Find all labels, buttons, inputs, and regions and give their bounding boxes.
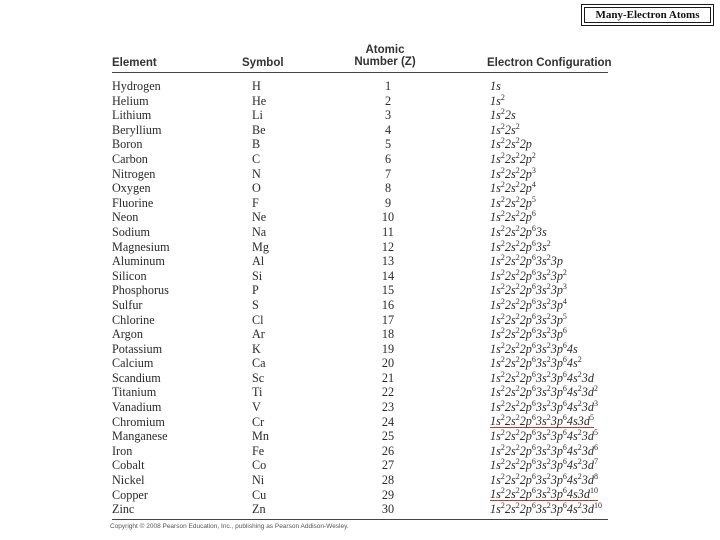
atomic-number: 10 — [381, 210, 395, 225]
electron-configuration: $1s^22s^22p^63s^23p^64s^2$ — [490, 355, 582, 371]
electron-configuration: $1s^22s^22p^4$ — [490, 180, 536, 196]
element-name: Potassium — [112, 341, 163, 356]
electron-configuration: $1s^22s^22p^63s^23p^64s^23d$ — [490, 369, 594, 385]
table-row — [0, 181, 720, 196]
atomic-number: 29 — [381, 487, 395, 502]
atomic-number: 28 — [381, 473, 395, 488]
element-name: Boron — [112, 137, 143, 152]
table-row — [0, 385, 720, 400]
element-symbol: Ne — [252, 210, 267, 225]
table-row — [0, 210, 720, 225]
atomic-number: 17 — [381, 312, 395, 327]
table-row — [0, 400, 720, 415]
element-name: Nitrogen — [112, 166, 156, 181]
electron-configuration: $1s^22s^22p^63s^23p^64s^23d^3$ — [490, 399, 598, 415]
element-symbol: He — [252, 93, 267, 108]
atomic-number: 26 — [381, 443, 395, 458]
electron-configuration: $1s^22s^22p$ — [490, 136, 532, 152]
table-top-rule — [112, 72, 608, 73]
element-name: Carbon — [112, 151, 148, 166]
element-name: Neon — [112, 210, 139, 225]
electron-configuration: $1s^22s^22p^6$ — [490, 209, 536, 225]
table-row — [0, 94, 720, 109]
atomic-number: 4 — [384, 122, 392, 137]
element-symbol: B — [252, 137, 261, 152]
element-name: Sulfur — [112, 297, 143, 312]
atomic-number: 19 — [381, 341, 395, 356]
element-name: Zinc — [112, 502, 135, 517]
element-name: Oxygen — [112, 181, 151, 196]
atomic-number: 21 — [381, 370, 395, 385]
element-symbol: Cl — [252, 312, 264, 327]
atomic-number: 18 — [381, 327, 395, 342]
element-symbol: Co — [252, 458, 267, 473]
table-row — [0, 371, 720, 386]
element-symbol: P — [252, 283, 259, 298]
electron-configuration: $1s^22s^22p^63s^23p^2$ — [490, 267, 567, 283]
table-row — [0, 444, 720, 459]
atomic-number: 30 — [381, 502, 395, 517]
element-name: Vanadium — [112, 400, 162, 415]
electron-configuration: $1s^22s^22p^63s^2$ — [490, 238, 551, 254]
element-symbol: Ni — [252, 473, 265, 488]
table-row — [0, 313, 720, 328]
element-name: Beryllium — [112, 122, 162, 137]
atomic-number: 12 — [381, 239, 395, 254]
table-row — [0, 254, 720, 269]
header-atomic-line2: Number (Z) — [354, 56, 416, 68]
atomic-number: 25 — [381, 429, 395, 444]
electron-configuration: $1s^2$ — [490, 92, 505, 108]
atomic-number: 22 — [381, 385, 395, 400]
atomic-number: 23 — [381, 400, 395, 415]
element-symbol: F — [252, 195, 259, 210]
electron-configuration: $1s^22s^22p^3$ — [490, 165, 536, 181]
atomic-number: 1 — [384, 79, 392, 93]
table-row — [0, 152, 720, 167]
atomic-number: 16 — [381, 297, 395, 312]
electron-configuration: $1s^22s^22p^5$ — [490, 194, 536, 210]
element-name: Cobalt — [112, 458, 145, 473]
element-name: Lithium — [112, 108, 152, 123]
element-name: Titanium — [112, 385, 157, 400]
atomic-number: 2 — [384, 93, 392, 108]
table-row — [0, 79, 720, 94]
header-atomic-number — [330, 44, 440, 68]
element-name: Nickel — [112, 473, 145, 488]
element-name: Chlorine — [112, 312, 155, 327]
electron-configuration: $1s^22s^22p^63s^23p^6$ — [490, 326, 567, 342]
element-symbol: Mn — [252, 429, 269, 444]
table-row — [0, 502, 720, 517]
element-symbol: Si — [252, 268, 263, 283]
atomic-number: 7 — [384, 166, 392, 181]
table-row — [0, 342, 720, 357]
electron-configuration: $1s^22s^22p^2$ — [490, 150, 536, 166]
element-name: Manganese — [112, 429, 168, 444]
electron-configuration: $1s^22s^22p^63s^23p^4$ — [490, 296, 567, 312]
element-name: Scandium — [112, 370, 161, 385]
table-row — [0, 412, 720, 430]
atomic-number: 15 — [381, 283, 395, 298]
element-symbol: H — [252, 79, 261, 93]
element-name: Iron — [112, 443, 133, 458]
element-name: Copper — [112, 487, 148, 502]
table-row — [0, 137, 720, 152]
electron-configuration: $1s^22s^22p^63s^23p^64s3d^5$ — [490, 412, 594, 428]
element-table — [0, 79, 720, 517]
element-symbol: Zn — [252, 502, 266, 517]
atomic-number: 24 — [381, 414, 395, 429]
header-element: Element — [112, 57, 157, 69]
element-name: Argon — [112, 327, 143, 342]
electron-configuration: $1s^22s^22p^63s^23p^64s^23d^2$ — [490, 384, 598, 400]
element-symbol: Be — [252, 122, 266, 137]
element-symbol: Cu — [252, 487, 267, 502]
table-row — [0, 196, 720, 211]
element-symbol: N — [252, 166, 261, 181]
element-symbol: Ti — [252, 385, 263, 400]
table-row — [0, 269, 720, 284]
table-row — [0, 298, 720, 313]
copyright-notice: Copyright © 2008 Pearson Education, Inc., publishing as Pearson Addison-Wesley. — [110, 523, 349, 530]
element-name: Phosphorus — [112, 283, 169, 298]
element-symbol: Li — [252, 108, 263, 123]
element-symbol: O — [252, 181, 261, 196]
table-row — [0, 458, 720, 473]
element-symbol: Cr — [252, 414, 265, 429]
atomic-number: 14 — [381, 268, 395, 283]
atomic-number: 13 — [381, 254, 395, 269]
atomic-number: 27 — [381, 458, 395, 473]
electron-configuration: $1s^22s^22p^63s^23p^64s^23d^8$ — [490, 471, 598, 488]
table-row — [0, 327, 720, 342]
table-row — [0, 167, 720, 182]
table-row — [0, 240, 720, 255]
atomic-number: 5 — [384, 137, 392, 152]
header-atomic-line1: Atomic — [365, 44, 405, 56]
electron-configuration: $1s^22s^22p^63s^23p^64s^23d^5$ — [490, 428, 598, 444]
header-electron-configuration: Electron Configuration — [487, 57, 612, 69]
atomic-number: 20 — [381, 356, 395, 371]
electron-configuration: $1s^22s^22p^63s^23p^64s$ — [490, 340, 578, 356]
element-name: Fluorine — [112, 195, 154, 210]
element-name: Sodium — [112, 224, 150, 239]
electron-configuration: $1s^22s^22p^63s^23p^64s^23d^{10}$ — [490, 501, 602, 517]
table-row — [0, 108, 720, 123]
element-symbol: C — [252, 151, 261, 166]
element-name: Chromium — [112, 414, 165, 429]
atomic-number: 9 — [384, 195, 392, 210]
table-row — [0, 283, 720, 298]
element-name: Silicon — [112, 268, 147, 283]
element-name: Hydrogen — [112, 79, 161, 93]
table-row — [0, 225, 720, 240]
electron-configuration: $1s^22s^22p^63s^23p^64s^23d^7$ — [490, 457, 598, 473]
slide-title: Many-Electron Atoms — [581, 4, 714, 26]
table-row — [0, 356, 720, 371]
electron-configuration: 1s — [490, 79, 501, 93]
element-symbol: Ca — [252, 356, 266, 371]
element-symbol: V — [252, 400, 261, 415]
element-name: Calcium — [112, 356, 154, 371]
table-row — [0, 429, 720, 444]
table-row — [0, 485, 720, 503]
element-name: Helium — [112, 93, 149, 108]
table-row — [0, 123, 720, 138]
atomic-number: 3 — [384, 108, 392, 123]
electron-configuration: $1s^22s^2$ — [490, 121, 520, 137]
element-symbol: Sc — [252, 370, 265, 385]
element-name: Magnesium — [112, 239, 170, 254]
electron-configuration: $1s^22s^22p^63s^23p^5$ — [490, 311, 567, 327]
element-symbol: Na — [252, 224, 267, 239]
electron-configuration: $1s^22s^22p^63s$ — [490, 223, 547, 239]
element-symbol: Al — [252, 254, 265, 269]
electron-configuration: $1s^22s^22p^63s^23p^64s3d^{10}$ — [490, 485, 598, 501]
element-symbol: S — [252, 297, 259, 312]
atomic-number: 11 — [382, 224, 394, 239]
element-symbol: Ar — [252, 327, 265, 342]
header-symbol: Symbol — [242, 57, 284, 69]
electron-configuration: $1s^22s^22p^63s^23p^64s^23d^6$ — [490, 442, 598, 458]
electron-configuration: $1s^22s^22p^63s^23p$ — [490, 253, 563, 269]
element-name: Aluminum — [112, 254, 165, 269]
element-symbol: K — [252, 341, 261, 356]
table-bottom-rule — [112, 519, 608, 520]
table-row — [0, 473, 720, 488]
electron-configuration: $1s^22s$ — [490, 107, 516, 123]
atomic-number: 6 — [384, 151, 392, 166]
element-symbol: Fe — [252, 443, 265, 458]
element-symbol: Mg — [252, 239, 269, 254]
electron-configuration: $1s^22s^22p^63s^23p^3$ — [490, 282, 567, 298]
atomic-number: 8 — [384, 181, 392, 196]
